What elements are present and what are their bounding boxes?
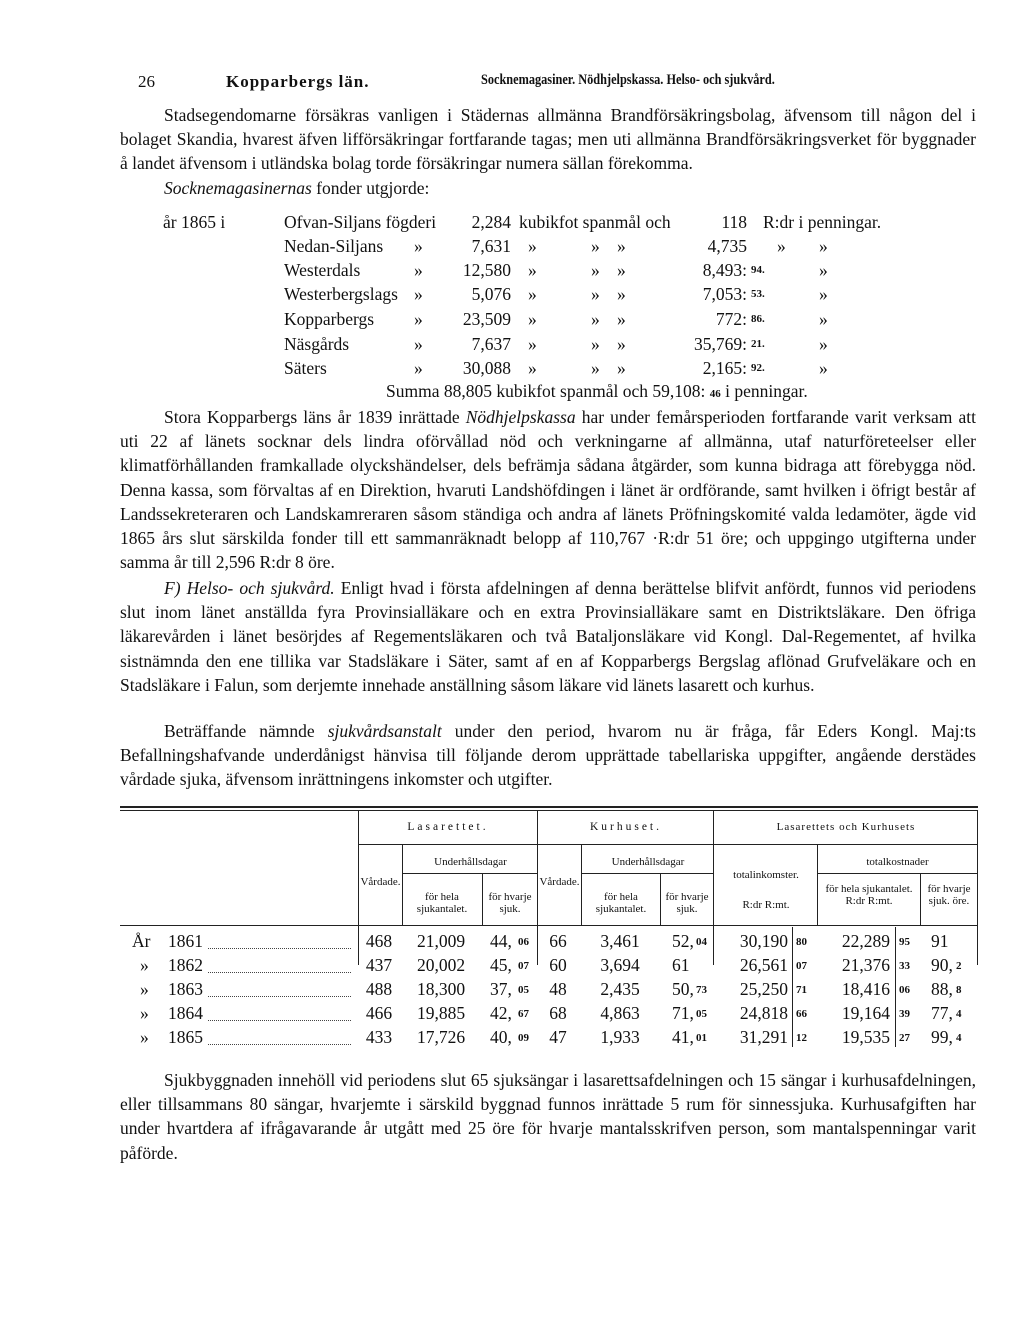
header-underhall: Underhållsdagar xyxy=(434,856,507,868)
paragraph-socknemagasiner xyxy=(120,176,976,200)
summa-suffix: i penningar. xyxy=(725,381,808,401)
cell-kurhus-hvarje: 71, xyxy=(672,1003,694,1023)
header-bottom-rule xyxy=(120,925,978,926)
cell-hvarje-ore: 88, xyxy=(931,979,953,999)
ditto-mark: » xyxy=(591,236,600,256)
header-underhall: Underhållsdagar xyxy=(611,856,685,868)
cell-hvarje-ore-dec: 4 xyxy=(956,1032,962,1044)
cell-hvarje-ore: 91 xyxy=(931,931,949,951)
col-rule xyxy=(792,975,793,999)
cell-hvarje-ore: 90, xyxy=(931,955,953,975)
cell-kurhus-vardade: 60 xyxy=(549,955,567,975)
paragraph-insurance: Stadsegendomarne försäkras vanligen i Städernas allmänna Brandförsäkringsbolag, äfvensom till någon del i bolaget Skandia, hvarest äfven lifförsäkringar fortfarande tagas; men uti allmänna Brandförsäkringsverket för byggnader å landet äfvensom i utländska bolag torde försäkringar numera sällan förekomma. xyxy=(120,105,976,174)
fund-prefix: år 1865 i xyxy=(163,212,226,232)
fund-suffix: R:dr i penningar. xyxy=(763,212,882,232)
cell-kurhus-hela: 4,863 xyxy=(600,1003,640,1023)
cell-totalinkomster: 24,818 xyxy=(739,1003,788,1023)
fund-rdr: 118 xyxy=(721,212,747,232)
cell-totalinkomster-mt: 80 xyxy=(796,936,807,948)
col-rule xyxy=(402,845,403,925)
fund-summa xyxy=(386,381,808,402)
paragraph-text: Enligt hvad i första afdelningen af denna berättelse blifvit anfördt, funnos vid periodens slut inom länet anställda fyra Provinsialläkare och en extra Provinsialläkare samt en Distriktsläkare. Den öfriga läkarevården i länet besörjdes af Regementsläkaren och två Bataljonsläkare vid Kongl. Dal-Regementet, af hvilka sistnämnda den ene tillika var Stadsläkare i Säter, samt af en af Kopparbergs Bergslag aflönad Grufveläkare och en Stadsläkare i Falun, som derjemte innehade anställning såsom läkare vid länets lasarett och kurhus. xyxy=(120,578,977,695)
col-rule xyxy=(792,999,793,1023)
cell-kurhus-hvarje: 50, xyxy=(672,979,694,999)
sub-rule xyxy=(581,873,713,874)
cell-kurhus-hvarje: 41, xyxy=(672,1027,694,1047)
section-titles: Socknemagasiner. Nödhjelpskassa. Helso- och sjukvård. xyxy=(481,72,775,88)
cell-totalkostnad: 21,376 xyxy=(841,955,890,975)
cell-lasarett-vardade: 488 xyxy=(365,979,393,999)
ditto-mark: » xyxy=(819,284,828,304)
county-title: Kopparbergs län. xyxy=(226,72,370,91)
cell-totalkostnad: 19,535 xyxy=(841,1027,890,1047)
cell-totalinkomster: 26,561 xyxy=(739,955,788,975)
col-rule xyxy=(977,810,978,965)
ditto-mark: » xyxy=(528,236,537,256)
fund-row xyxy=(163,358,923,382)
cell-totalinkomster-mt: 07 xyxy=(796,960,807,972)
cell-kurhus-hvarje-dec: 05 xyxy=(696,1008,707,1020)
fund-row xyxy=(163,260,923,284)
sub-rule xyxy=(817,873,978,874)
cell-totalinkomster: 30,190 xyxy=(739,931,788,951)
header-vardade: Vårdade. xyxy=(539,876,580,888)
fund-row xyxy=(163,212,923,236)
cell-lasarett-hela: 17,726 xyxy=(416,1027,466,1047)
section-heading: F) Helso- och sjukvård. xyxy=(164,578,335,598)
header-hvarje-ore: för hvarje sjuk. öre. xyxy=(927,883,971,907)
cell-lasarett-hvarje: 42, xyxy=(490,1003,512,1023)
paragraph-sjukvardsanstalt xyxy=(120,719,976,792)
leader-dots xyxy=(208,972,351,973)
fund-grain: 7,637 xyxy=(471,334,511,354)
table-top-rule xyxy=(120,810,978,811)
fund-rdr: 4,735 xyxy=(707,236,747,256)
table-top-rule xyxy=(120,806,978,808)
row-year: 1861 xyxy=(168,931,203,951)
cell-totalinkomster: 31,291 xyxy=(739,1027,788,1047)
col-rule xyxy=(895,951,896,975)
ditto-mark: » xyxy=(819,260,828,280)
ditto-mark: » xyxy=(777,236,786,256)
ditto-mark: » xyxy=(528,334,537,354)
ditto-mark: » xyxy=(617,236,626,256)
summa-ore: 46 xyxy=(709,388,721,400)
ditto-mark: » xyxy=(414,236,423,256)
cell-lasarett-hvarje: 37, xyxy=(490,979,512,999)
cell-totalkostnad: 18,416 xyxy=(841,979,890,999)
leader-dots xyxy=(208,948,351,949)
hospital-table xyxy=(120,806,978,1047)
fund-grain: 2,284 xyxy=(471,212,511,232)
col-rule xyxy=(792,1023,793,1047)
ditto-mark: » xyxy=(819,334,828,354)
col-rule xyxy=(713,810,714,965)
ditto-mark: » xyxy=(591,260,600,280)
italic-term: sjukvårdsanstalt xyxy=(327,721,442,741)
fund-rdr: 7,053: xyxy=(702,284,747,304)
cell-hvarje-ore-dec: 2 xyxy=(956,960,962,972)
row-year: 1865 xyxy=(168,1027,203,1047)
group-both: Lasarettets och Kurhusets xyxy=(776,821,916,833)
ditto-mark: » xyxy=(528,260,537,280)
header-hela: för hela sjukantalet. xyxy=(595,891,647,915)
fund-ore: 86. xyxy=(751,313,765,325)
cell-lasarett-hvarje-dec: 67 xyxy=(518,1008,529,1020)
fund-grain: 7,631 xyxy=(471,236,511,256)
ditto-mark: » xyxy=(819,309,828,329)
col-rule xyxy=(581,845,582,925)
cell-kurhus-hela: 3,461 xyxy=(600,931,640,951)
paragraph-text: Beträffande nämnde xyxy=(164,721,328,741)
cell-kurhus-hvarje-dec: 01 xyxy=(696,1032,707,1044)
fund-district: Ofvan-Siljans fögderi xyxy=(284,212,437,232)
cell-kurhus-hela: 1,933 xyxy=(600,1027,640,1047)
page-number: 26 xyxy=(138,72,155,91)
header-hela: för hela sjukantalet. xyxy=(416,891,468,915)
row-prefix: » xyxy=(140,1027,149,1047)
cell-lasarett-vardade: 466 xyxy=(365,1003,393,1023)
cell-lasarett-hvarje-dec: 09 xyxy=(518,1032,529,1044)
group-kurhuset: Kurhuset. xyxy=(589,821,663,833)
leader-dots xyxy=(208,1020,351,1021)
cell-kurhus-hvarje-dec: 73 xyxy=(696,984,707,996)
ditto-mark: » xyxy=(617,284,626,304)
ditto-mark: » xyxy=(617,309,626,329)
ditto-mark: » xyxy=(617,260,626,280)
fund-district: Kopparbergs xyxy=(284,309,375,329)
ditto-mark: » xyxy=(414,358,423,378)
col-rule xyxy=(895,999,896,1023)
fund-rdr: 35,769: xyxy=(694,334,747,354)
cell-lasarett-hela: 19,885 xyxy=(416,1003,466,1023)
ditto-mark: » xyxy=(617,358,626,378)
cell-kurhus-hvarje: 61 xyxy=(672,955,690,975)
cell-lasarett-hvarje: 40, xyxy=(490,1027,512,1047)
leader-dots xyxy=(208,1044,351,1045)
ditto-mark: » xyxy=(414,309,423,329)
paragraph-text: Stora Kopparbergs läns år 1839 inrättade xyxy=(164,407,466,427)
col-rule xyxy=(895,975,896,999)
header-hvarje: för hvarje sjuk. xyxy=(665,891,709,915)
ditto-mark: » xyxy=(591,358,600,378)
leader-dots xyxy=(208,996,351,997)
row-year: 1863 xyxy=(168,979,203,999)
cell-totalkostnad-mt: 95 xyxy=(899,936,910,948)
row-prefix: » xyxy=(140,1003,149,1023)
fund-district: Westerbergslags xyxy=(284,284,398,304)
cell-lasarett-hela: 18,300 xyxy=(416,979,466,999)
cell-lasarett-vardade: 468 xyxy=(365,931,393,951)
cell-lasarett-hvarje-dec: 07 xyxy=(518,960,529,972)
fund-grain: 30,088 xyxy=(462,358,511,378)
col-rule xyxy=(792,927,793,951)
header-hela-rdr: för hela sjukantalet. R:dr R:mt. xyxy=(825,883,913,907)
ditto-mark: » xyxy=(414,334,423,354)
cell-totalkostnad-mt: 33 xyxy=(899,960,910,972)
ditto-mark: » xyxy=(528,309,537,329)
cell-lasarett-hela: 21,009 xyxy=(416,931,466,951)
ditto-mark: » xyxy=(591,284,600,304)
col-rule xyxy=(895,1023,896,1047)
ditto-mark: » xyxy=(528,284,537,304)
row-year: 1862 xyxy=(168,955,203,975)
cell-kurhus-hvarje-dec: 04 xyxy=(696,936,707,948)
fund-grain: 23,509 xyxy=(462,309,511,329)
fund-ore: 21. xyxy=(751,338,765,350)
fund-grain: 12,580 xyxy=(462,260,511,280)
ditto-mark: » xyxy=(819,236,828,256)
paragraph-text: har under femårsperioden fortfarande varit verksam att uti 22 af länets socknar dels lindra oförvållad nöd och verkningarne af allmänna, utaf naturföreteelser eller klimatförhållanden framkallade olyckshändelser, dels befrämja sådana åtgärder, som kunna bidraga att förebygga nöd. Denna kassa, som förvaltas af en Direktion, hvaruti Landshöfdingen i länet är ordförande, samt hvilken i öfrigt består af Landssekreteraren och Landskamreraren såsom ständiga och andra af länets Pröfningskomité valda ledamöter, ägde vid 1865 års slut särskilda fonder till ett sammanräknadt belopp af 110,767 ·R:dr 51 öre; och uppgingo utgifterna under samma år till 2,596 R:dr 8 öre. xyxy=(120,407,976,573)
cell-hvarje-ore: 99, xyxy=(931,1027,953,1047)
fund-row xyxy=(163,284,923,308)
header-rdrmt: R:dr R:mt. xyxy=(742,899,790,911)
cell-totalkostnad: 19,164 xyxy=(841,1003,890,1023)
cell-totalinkomster-mt: 12 xyxy=(796,1032,807,1044)
cell-kurhus-vardade: 66 xyxy=(549,931,567,951)
cell-kurhus-vardade: 47 xyxy=(549,1027,567,1047)
fund-district: Näsgårds xyxy=(284,334,350,354)
cell-lasarett-hvarje-dec: 05 xyxy=(518,984,529,996)
row-prefix: » xyxy=(140,979,149,999)
fund-district: Westerdals xyxy=(284,260,361,280)
cell-lasarett-hvarje-dec: 06 xyxy=(518,936,529,948)
ditto-mark: » xyxy=(819,358,828,378)
cell-kurhus-hvarje: 52, xyxy=(672,931,694,951)
ditto-mark: » xyxy=(617,334,626,354)
group-rule xyxy=(358,844,978,845)
fund-row xyxy=(163,309,923,333)
row-prefix: » xyxy=(140,955,149,975)
header-vardade: Vårdade. xyxy=(360,876,401,888)
fund-district: Nedan-Siljans xyxy=(284,236,384,256)
cell-hvarje-ore-dec: 4 xyxy=(956,1008,962,1020)
fund-ore: 92. xyxy=(751,362,765,374)
header-hvarje: för hvarje sjuk. xyxy=(488,891,532,915)
fund-grain-unit: kubikfot spanmål och xyxy=(519,212,671,232)
cell-lasarett-hvarje: 44, xyxy=(490,931,512,951)
ditto-mark: » xyxy=(591,334,600,354)
fund-rdr: 8,493: xyxy=(702,260,747,280)
cell-kurhus-hela: 3,694 xyxy=(600,955,640,975)
cell-hvarje-ore-dec: 8 xyxy=(956,984,962,996)
row-year: 1864 xyxy=(168,1003,203,1023)
sub-rule xyxy=(402,873,537,874)
running-header xyxy=(138,72,998,94)
group-lasarettet: Lasarettet. xyxy=(407,821,489,833)
cell-lasarett-vardade: 437 xyxy=(365,955,393,975)
italic-term: Socknemagasinernas xyxy=(164,178,312,198)
cell-totalkostnad-mt: 06 xyxy=(899,984,910,996)
cell-totalkostnad-mt: 27 xyxy=(899,1032,910,1044)
cell-lasarett-hvarje: 45, xyxy=(490,955,512,975)
cell-kurhus-hela: 2,435 xyxy=(600,979,640,999)
ditto-mark: » xyxy=(528,358,537,378)
cell-lasarett-vardade: 433 xyxy=(365,1027,393,1047)
summa-text: Summa 88,805 kubikfot spanmål och 59,108: xyxy=(386,381,706,401)
cell-hvarje-ore: 77, xyxy=(931,1003,953,1023)
fund-grain: 5,076 xyxy=(471,284,511,304)
fund-ore: 53. xyxy=(751,288,765,300)
fund-row xyxy=(163,334,923,358)
paragraph-helso-sjukvard xyxy=(120,576,976,697)
col-rule xyxy=(792,951,793,975)
paragraph-sjukbyggnad: Sjukbyggnaden innehöll vid periodens slut 65 sjuksängar i lasarettsafdelningen och 15 sängar i kurhusafdelningen, eller tillsammans 80 sängar, hvarjemte i särskild byggnad funnos inrättade 5 rum för sinnessjuka. Kurhusafgiften har under hvartdera af ifrågavarande år utgått med 25 öre för hvarje mantalsskrifven person, som mantalspenningar varit påförde. xyxy=(120,1070,976,1163)
fund-row xyxy=(163,236,923,260)
header-totalkostnader: totalkostnader xyxy=(866,856,929,868)
paragraph-text: under den period, hvarom nu är fråga, får Eders Kongl. Maj:ts Befallningshafvande underdånigst hänvisa till följande derom upprättade tabellariska uppgifter, angående derstädes vårdade sjuka, äfvensom inrättningens inkomster och utgifter. xyxy=(120,721,976,790)
ditto-mark: » xyxy=(414,284,423,304)
cell-kurhus-vardade: 48 xyxy=(549,979,567,999)
fund-ore: 94. xyxy=(751,264,765,276)
ditto-mark: » xyxy=(591,309,600,329)
col-rule xyxy=(895,927,896,951)
cell-totalkostnad-mt: 39 xyxy=(899,1008,910,1020)
fund-rdr: 772: xyxy=(715,309,747,329)
cell-totalinkomster-mt: 66 xyxy=(796,1008,807,1020)
row-prefix: År xyxy=(132,931,151,951)
fund-district: Säters xyxy=(284,358,327,378)
italic-term: Nödhjelpskassa xyxy=(465,407,576,427)
cell-totalinkomster-mt: 71 xyxy=(796,984,807,996)
paragraph-nodhjelpskassa xyxy=(120,405,976,574)
cell-lasarett-hela: 20,002 xyxy=(416,955,466,975)
paragraph-text: fonder utgjorde: xyxy=(311,178,430,198)
ditto-mark: » xyxy=(414,260,423,280)
fund-rdr: 2,165: xyxy=(702,358,747,378)
cell-totalinkomster: 25,250 xyxy=(739,979,788,999)
cell-kurhus-vardade: 68 xyxy=(549,1003,567,1023)
header-totalinkomster: totalinkomster. xyxy=(733,869,799,881)
cell-totalkostnad: 22,289 xyxy=(841,931,890,951)
